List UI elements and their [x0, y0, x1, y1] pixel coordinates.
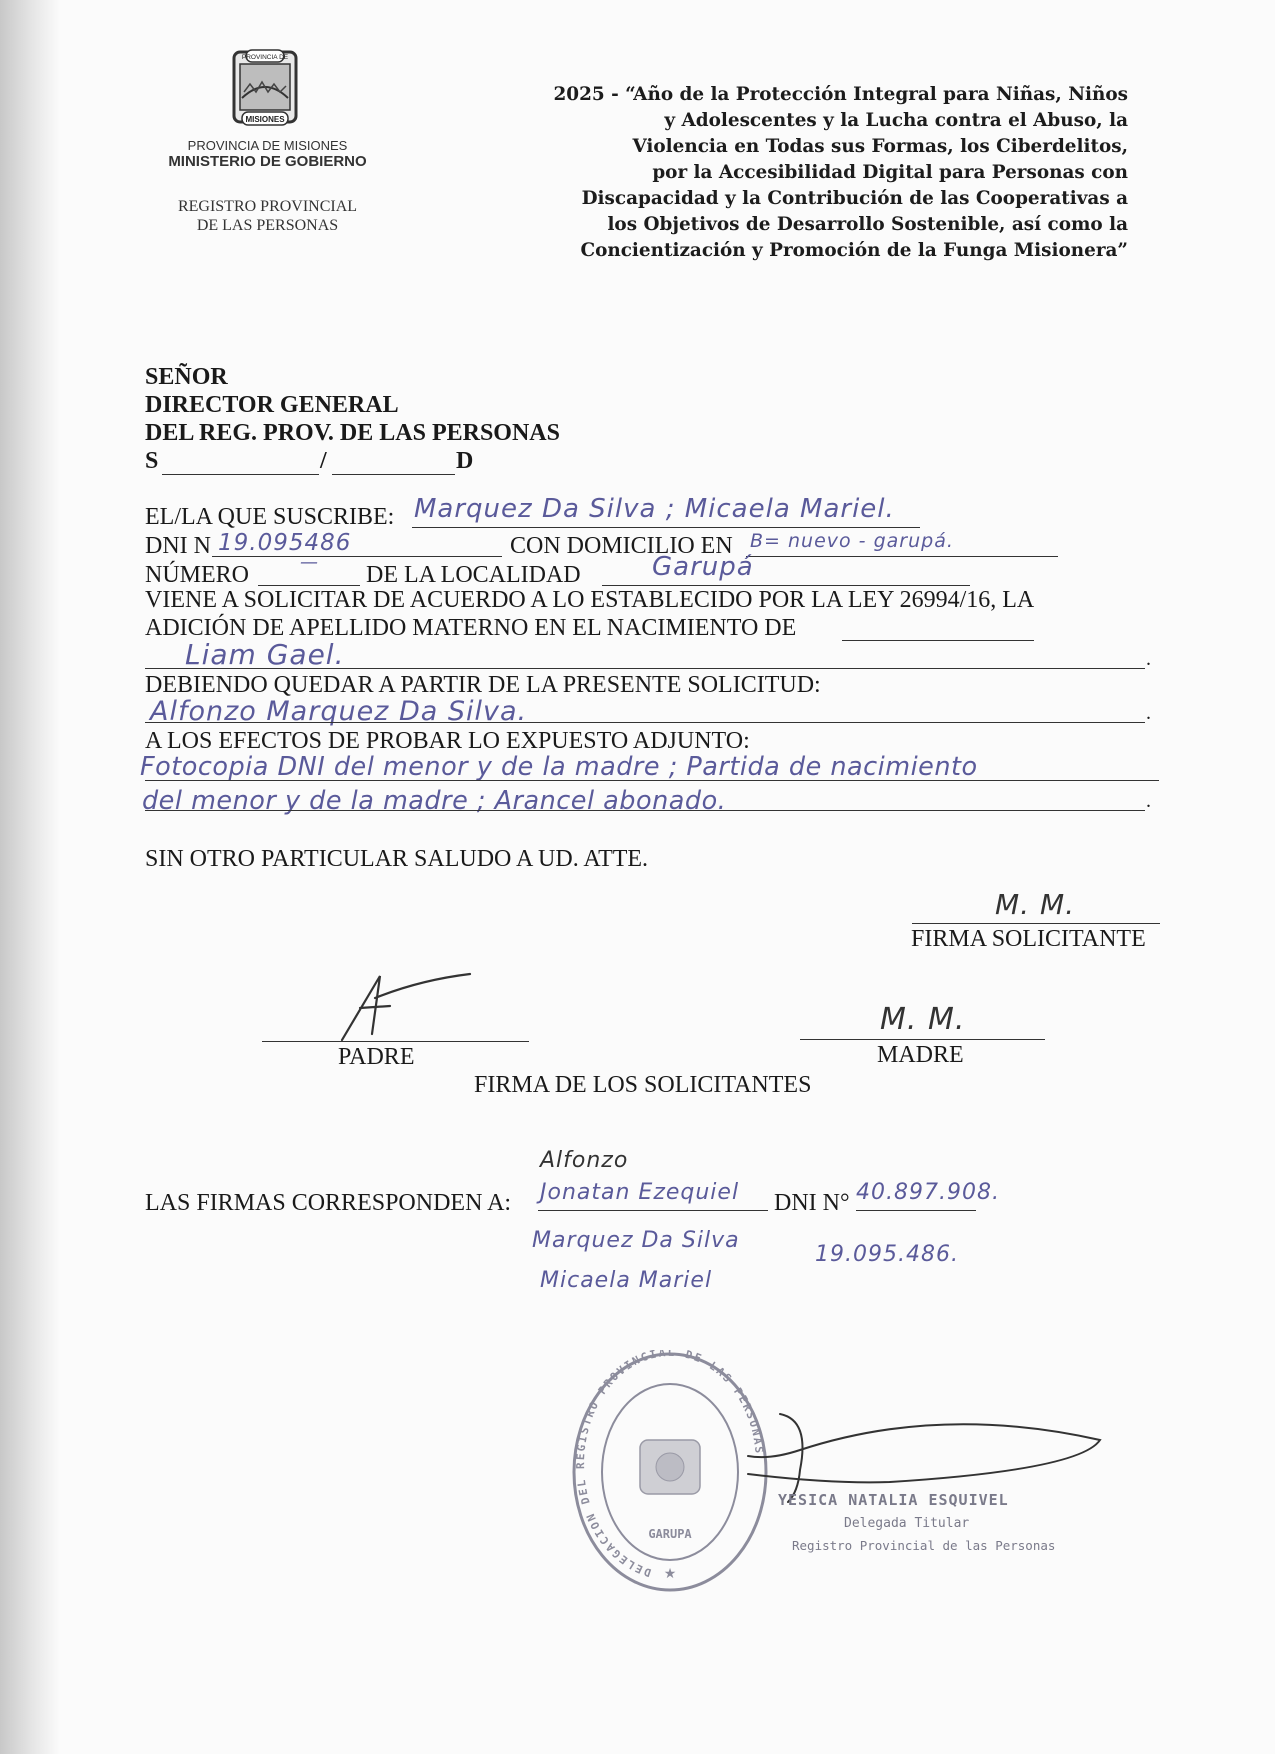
- nacimiento-line: [145, 668, 1145, 669]
- dni-n-label: DNI N°: [774, 1190, 850, 1216]
- adjunto-value-line-1: Fotocopia DNI del menor y de la madre ; Partida de nacimiento: [140, 752, 978, 782]
- numero-value: —: [300, 552, 319, 573]
- firmante-1-surname: Alfonzo: [540, 1148, 629, 1173]
- firmante-2-dni: 19.095.486.: [815, 1242, 959, 1267]
- motto-line: Discapacidad y la Contribución de las Cooperativas a: [581, 188, 1128, 209]
- suscribe-value: Marquez Da Silva ; Micaela Mariel.: [414, 494, 895, 524]
- motto-line: y Adolescentes y la Lucha contra el Abuso, la: [664, 110, 1128, 131]
- official-name: YESICA NATALIA ESQUIVEL: [778, 1491, 1009, 1509]
- adicion-text: ADICIÓN DE APELLIDO MATERNO EN EL NACIMIENTO DE: [145, 615, 797, 641]
- padre-signature-line: [262, 1041, 529, 1042]
- crest-text-bottom: MISIONES: [245, 115, 285, 124]
- addressee-s-label: S: [145, 448, 159, 474]
- registry-line-2: DE LAS PERSONAS: [196, 217, 339, 234]
- d-blank-line: [332, 474, 455, 475]
- quedar-line: [145, 722, 1145, 723]
- addressee-d-label: D: [456, 448, 474, 474]
- suscribe-line: [412, 527, 920, 528]
- ministry-name-line: MINISTERIO DE GOBIERNO: [168, 153, 367, 170]
- scan-left-edge-shadow: [0, 0, 60, 1754]
- motto-line: por la Accesibilidad Digital para Personas con: [652, 162, 1128, 183]
- seal-star-icon: ★: [663, 1567, 677, 1582]
- firma-solicitante-label: FIRMA SOLICITANTE: [911, 926, 1146, 952]
- suscribe-label: EL/LA QUE SUSCRIBE:: [145, 504, 395, 530]
- dni-value: 19.095486: [218, 530, 352, 556]
- addressee-slash: /: [320, 448, 327, 474]
- localidad-label: DE LA LOCALIDAD: [366, 562, 581, 588]
- s-blank-line: [162, 474, 319, 475]
- viene-text: VIENE A SOLICITAR DE ACUERDO A LO ESTABLECIDO POR LA LEY 26994/16, LA: [145, 587, 1035, 613]
- addressee-registry: DEL REG. PROV. DE LAS PERSONAS: [145, 420, 560, 446]
- crest-text-top: PROVINCIA DE: [241, 54, 289, 61]
- ministry-province-line: PROVINCIA DE MISIONES: [187, 138, 348, 153]
- dni-label: DNI N: [145, 533, 211, 559]
- localidad-line: [602, 585, 970, 586]
- padre-signature-scribble: [320, 968, 480, 1043]
- closing-text: SIN OTRO PARTICULAR SALUDO A UD. ATTE.: [145, 846, 649, 872]
- firmante-1-name: Jonatan Ezequiel: [540, 1180, 740, 1205]
- madre-label: MADRE: [877, 1042, 964, 1068]
- firmante-2-name: Micaela Mariel: [540, 1268, 713, 1293]
- nacimiento-value: Liam Gael.: [185, 638, 345, 671]
- motto-line: los Objetivos de Desarrollo Sostenible, así como la: [607, 214, 1128, 235]
- madre-signature-line: [800, 1039, 1045, 1040]
- province-crest-logo: [220, 46, 310, 131]
- madre-initials: M. M.: [880, 1002, 966, 1037]
- numero-line: [258, 585, 360, 586]
- addressee-senor: SEÑOR: [145, 364, 228, 390]
- localidad-value: Garupá: [652, 552, 754, 582]
- adjunto-line-1: [145, 780, 1159, 781]
- firma-solicitante-line: [912, 923, 1160, 924]
- debiendo-text: DEBIENDO QUEDAR A PARTIR DE LA PRESENTE SOLICITUD:: [145, 672, 821, 698]
- motto-line: Violencia en Todas sus Formas, los Ciberdelitos,: [632, 136, 1128, 157]
- official-title: Delegada Titular: [844, 1516, 970, 1531]
- addressee-director: DIRECTOR GENERAL: [145, 392, 399, 418]
- seal-ring-text: DELEGACION DEL REGISTRO PROVINCIAL DE LAS PERSONAS: [574, 1350, 766, 1580]
- seal-center-text: GARUPA: [648, 1527, 692, 1541]
- motto-line: 2025 - “Año de la Protección Integral para Niñas, Niños: [553, 84, 1128, 105]
- official-office: Registro Provincial de las Personas: [792, 1538, 1056, 1553]
- adjunto-value-line-2: del menor y de la madre ; Arancel abonado.: [142, 786, 727, 816]
- dni-line: [212, 556, 502, 557]
- quedar-value: Alfonzo Marquez Da Silva.: [150, 696, 528, 727]
- efectos-text: A LOS EFECTOS DE PROBAR LO EXPUESTO ADJUNTO:: [145, 728, 750, 754]
- domicilio-line: [746, 556, 1058, 557]
- annual-motto: [480, 82, 1128, 264]
- adicion-line: [842, 640, 1034, 641]
- dni-n-line: [856, 1210, 976, 1211]
- quedar-dot: .: [1146, 702, 1151, 724]
- domicilio-value: B= nuevo - garupá.: [750, 530, 954, 552]
- firma-solicitantes-label: FIRMA DE LOS SOLICITANTES: [474, 1072, 812, 1098]
- adjunto-dot: .: [1146, 790, 1151, 812]
- nacimiento-dot: .: [1146, 648, 1151, 670]
- motto-line: Concientización y Promoción de la Funga Misionera”: [580, 240, 1128, 261]
- corresponden-line: [538, 1210, 768, 1211]
- corresponden-label: LAS FIRMAS CORRESPONDEN A:: [145, 1190, 512, 1216]
- padre-label: PADRE: [338, 1044, 415, 1070]
- domicilio-label: CON DOMICILIO EN: [510, 533, 733, 559]
- numero-label: NÚMERO: [145, 562, 250, 588]
- firmante-2-surname: Marquez Da Silva: [532, 1228, 740, 1253]
- solicitante-initials: M. M.: [995, 888, 1076, 921]
- registry-line-1: REGISTRO PROVINCIAL: [177, 198, 358, 215]
- adjunto-line-2: [145, 810, 1145, 811]
- firmante-1-dni: 40.897.908.: [856, 1180, 1000, 1205]
